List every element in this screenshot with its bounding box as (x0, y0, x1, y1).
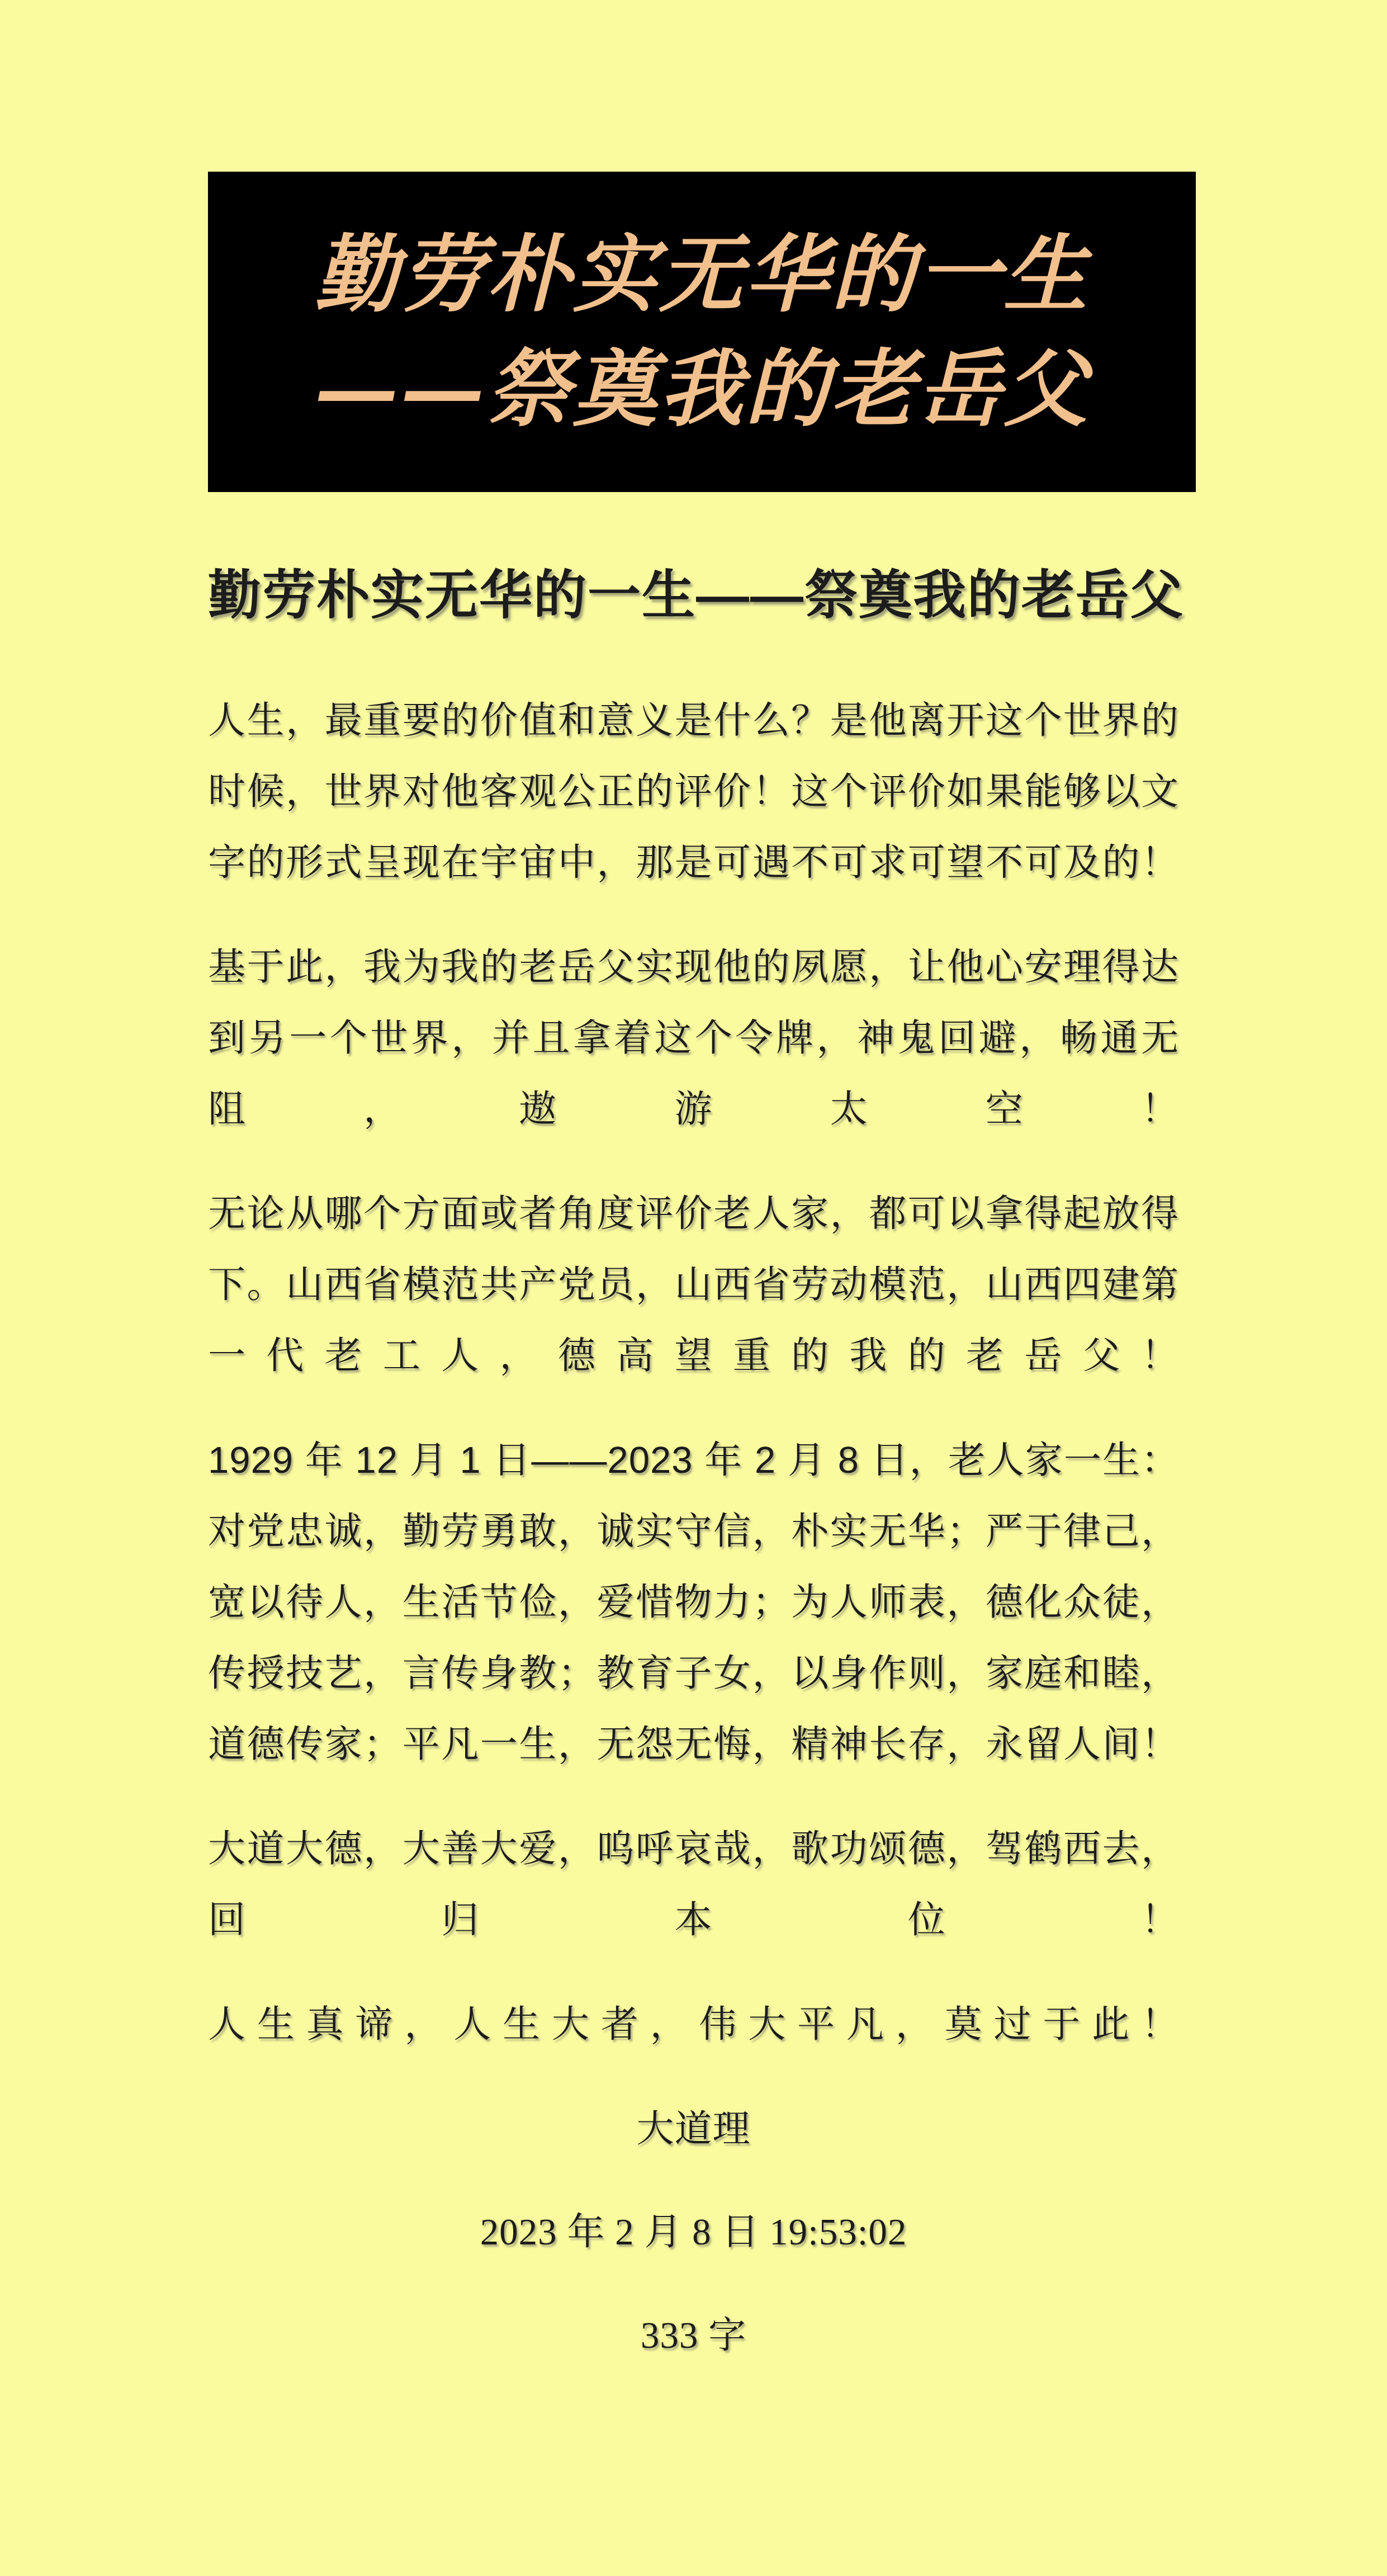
paragraph-2: 基于此，我为我的老岳父实现他的夙愿，让他心安理得达到另一个世界，并且拿着这个令牌，神鬼回避，畅通无阻，遨游太空！ (208, 946, 1179, 1131)
paragraph-1: 人生，最重要的价值和意义是什么？是他离开这个世界的时候，世界对他客观公正的评价！这个评价如果能够以文字的形式呈现在宇宙中，那是可遇不可求可望不可及的！ (208, 699, 1179, 884)
paragraph-3: 无论从哪个方面或者角度评价老人家，都可以拿得起放得下。山西省模范共产党员，山西省劳动模范，山西四建第一代老工人，德高望重的我的老岳父！ (208, 1193, 1179, 1377)
paragraph-4: 1929 年 12 月 1 日——2023 年 2 月 8 日，老人家一生：对党忠诚，勤劳勇敢，诚实守信，朴实无华；严于律己，宽以待人，生活节俭，爱惜物力；为人师表，德化众徒，传授技艺，言传身教；教育子女，以身作则，家庭和睦，道德传家；平凡一生，无怨无悔，精神长存，永留人间！ (208, 1439, 1179, 1766)
paragraph-6: 人生真谛，人生大者，伟大平凡，莫过于此！ (208, 2003, 1179, 2046)
paragraph-5: 大道大德，大善大爱，呜呼哀哉，歌功颂德，驾鹤西去，回归本位！ (208, 1828, 1179, 1941)
signature-line: 大道理 (636, 2108, 751, 2150)
banner-calligraphy-line1: 勤劳朴实无华的一生 (314, 225, 1090, 324)
word-count-line: 333 字 (640, 2315, 747, 2357)
article-title: 勤劳朴实无华的一生——祭奠我的老岳父 (208, 566, 1185, 625)
title-banner (208, 172, 1196, 492)
banner-calligraphy-line2: ——祭奠我的老岳父 (314, 339, 1090, 438)
datetime-line: 2023 年 2 月 8 日 19:53:02 (480, 2211, 907, 2253)
